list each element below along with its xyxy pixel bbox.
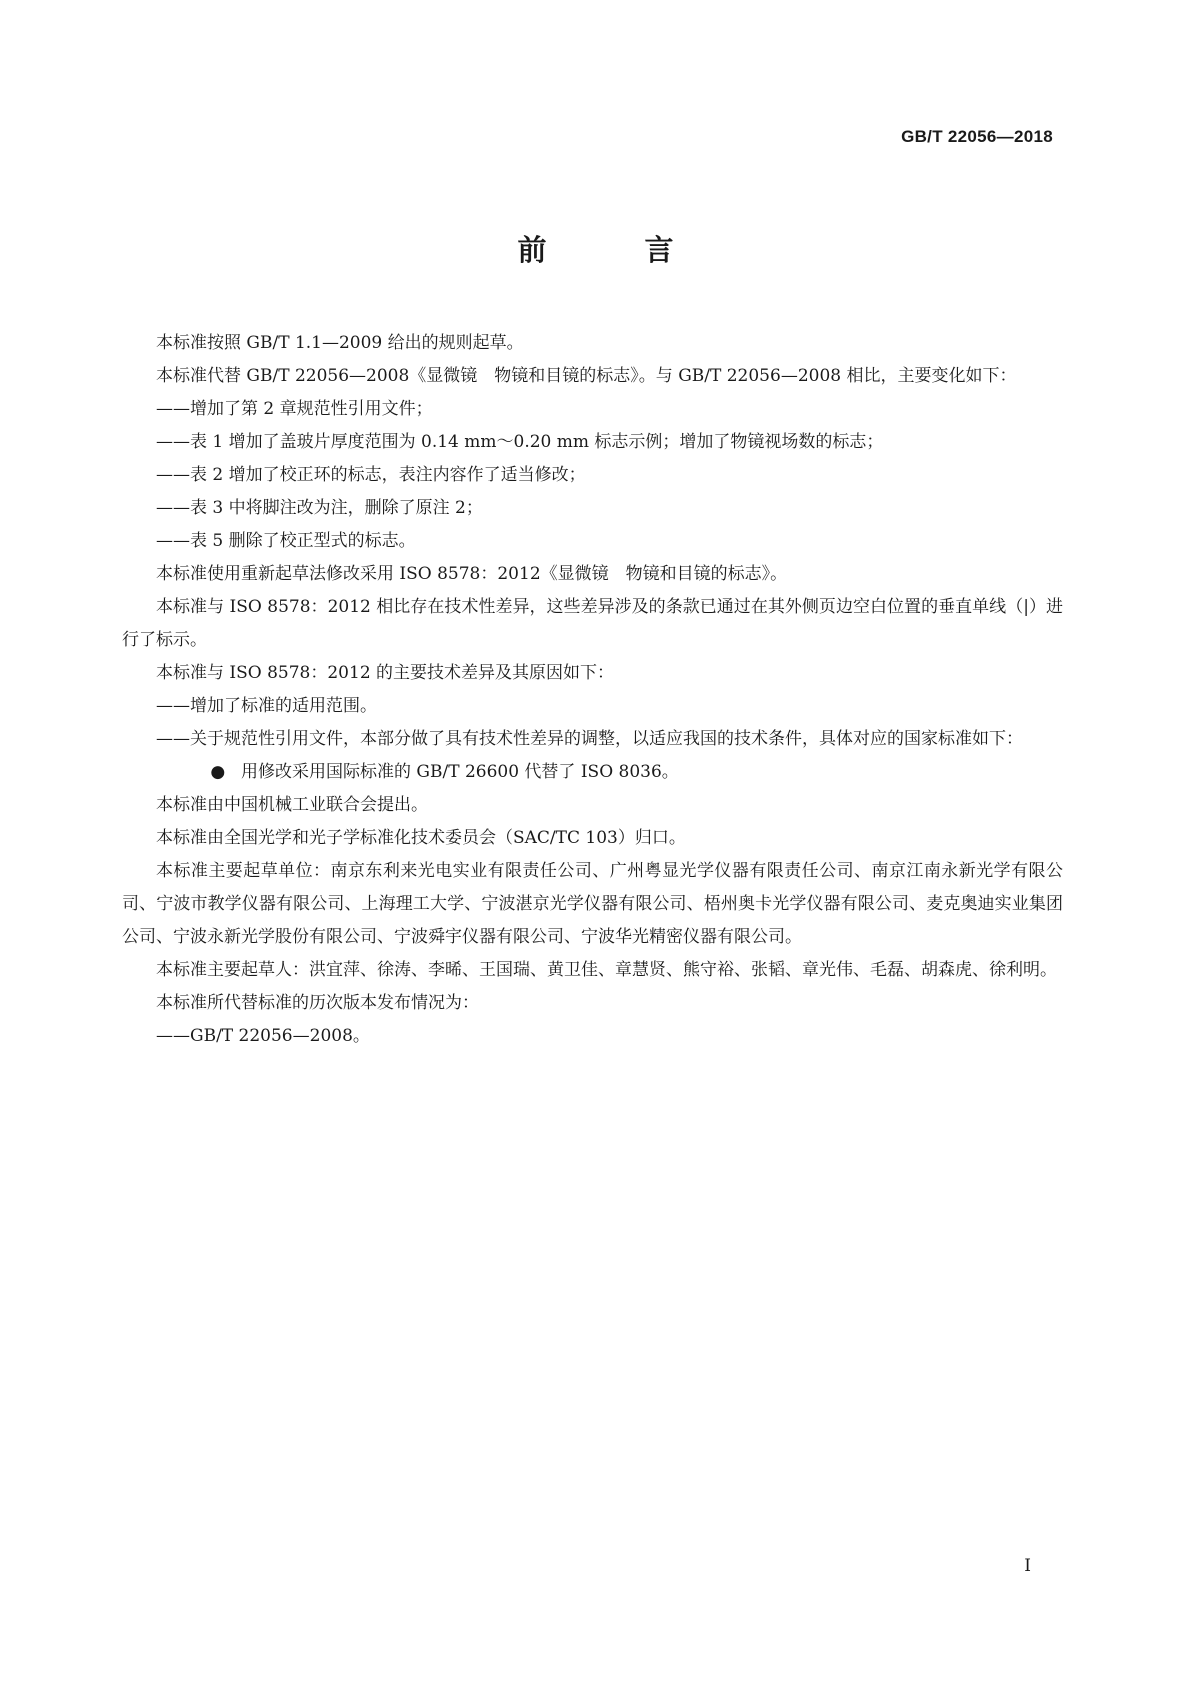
page-title: 前 言: [517, 233, 718, 267]
bullet-dot-icon: ●: [210, 762, 226, 782]
paragraph: 本标准由全国光学和光子学标准化技术委员会（SAC/TC 103）归口。: [156, 828, 686, 848]
paragraph: 本标准与 ISO 8578：2012 的主要技术差异及其原因如下：: [156, 663, 615, 683]
bullet-item-text: 用修改采用国际标准的 GB/T 26600 代替了 ISO 8036。: [241, 762, 679, 782]
page-number: I: [1024, 1556, 1031, 1576]
list-item: ——增加了标准的适用范围。: [156, 696, 377, 716]
list-item: ——表 2 增加了校正环的标志，表注内容作了适当修改；: [156, 465, 586, 485]
paragraph: 本标准主要起草人：洪宜萍、徐涛、李晞、王国瑞、黄卫佳、章慧贤、熊守裕、张韬、章光伟、毛磊、胡森虎、徐利明。: [156, 960, 1057, 980]
paragraph: 本标准所代替标准的历次版本发布情况为：: [156, 993, 479, 1013]
document-body: [122, 327, 1063, 1053]
bullet-item: [122, 756, 1063, 789]
list-item: ——表 1 增加了盖玻片厚度范围为 0.14 mm～0.20 mm 标志示例；增加了物镜视场数的标志；: [156, 432, 884, 452]
paragraph: 本标准代替 GB/T 22056—2008《显微镜 物镜和目镜的标志》。与 GB/T 22056—2008 相比，主要变化如下：: [156, 366, 1017, 386]
standard-code: GB/T 22056—2018: [901, 127, 1053, 146]
list-item: ——表 3 中将脚注改为注，删除了原注 2；: [156, 498, 483, 518]
list-item: ——增加了第 2 章规范性引用文件；: [156, 399, 433, 419]
list-item: ——GB/T 22056—2008。: [156, 1026, 370, 1046]
list-item: ——关于规范性引用文件，本部分做了具有技术性差异的调整，以适应我国的技术条件，具体对应的国家标准如下：: [156, 729, 1023, 749]
paragraph: 本标准主要起草单位：南京东利来光电实业有限责任公司、广州粤显光学仪器有限责任公司、南京江南永新光学有限公司、宁波市教学仪器有限公司、上海理工大学、宁波湛京光学仪器有限公司、梧州奥卡光学仪器有限公司、麦克奥迪实业集团公司、宁波永新光学股份有限公司、宁波舜宇仪器有限公司、宁波华光精密仪器有限公司。: [122, 861, 1063, 947]
paragraph: 本标准按照 GB/T 1.1—2009 给出的规则起草。: [156, 333, 524, 353]
paragraph: 本标准由中国机械工业联合会提出。: [156, 795, 428, 815]
paragraph: 本标准使用重新起草法修改采用 ISO 8578：2012《显微镜 物镜和目镜的标志》。: [156, 564, 788, 584]
paragraph: 本标准与 ISO 8578：2012 相比存在技术性差异，这些差异涉及的条款已通过在其外侧页边空白位置的垂直单线（|）进行了标示。: [122, 597, 1063, 650]
list-item: ——表 5 删除了校正型式的标志。: [156, 531, 416, 551]
